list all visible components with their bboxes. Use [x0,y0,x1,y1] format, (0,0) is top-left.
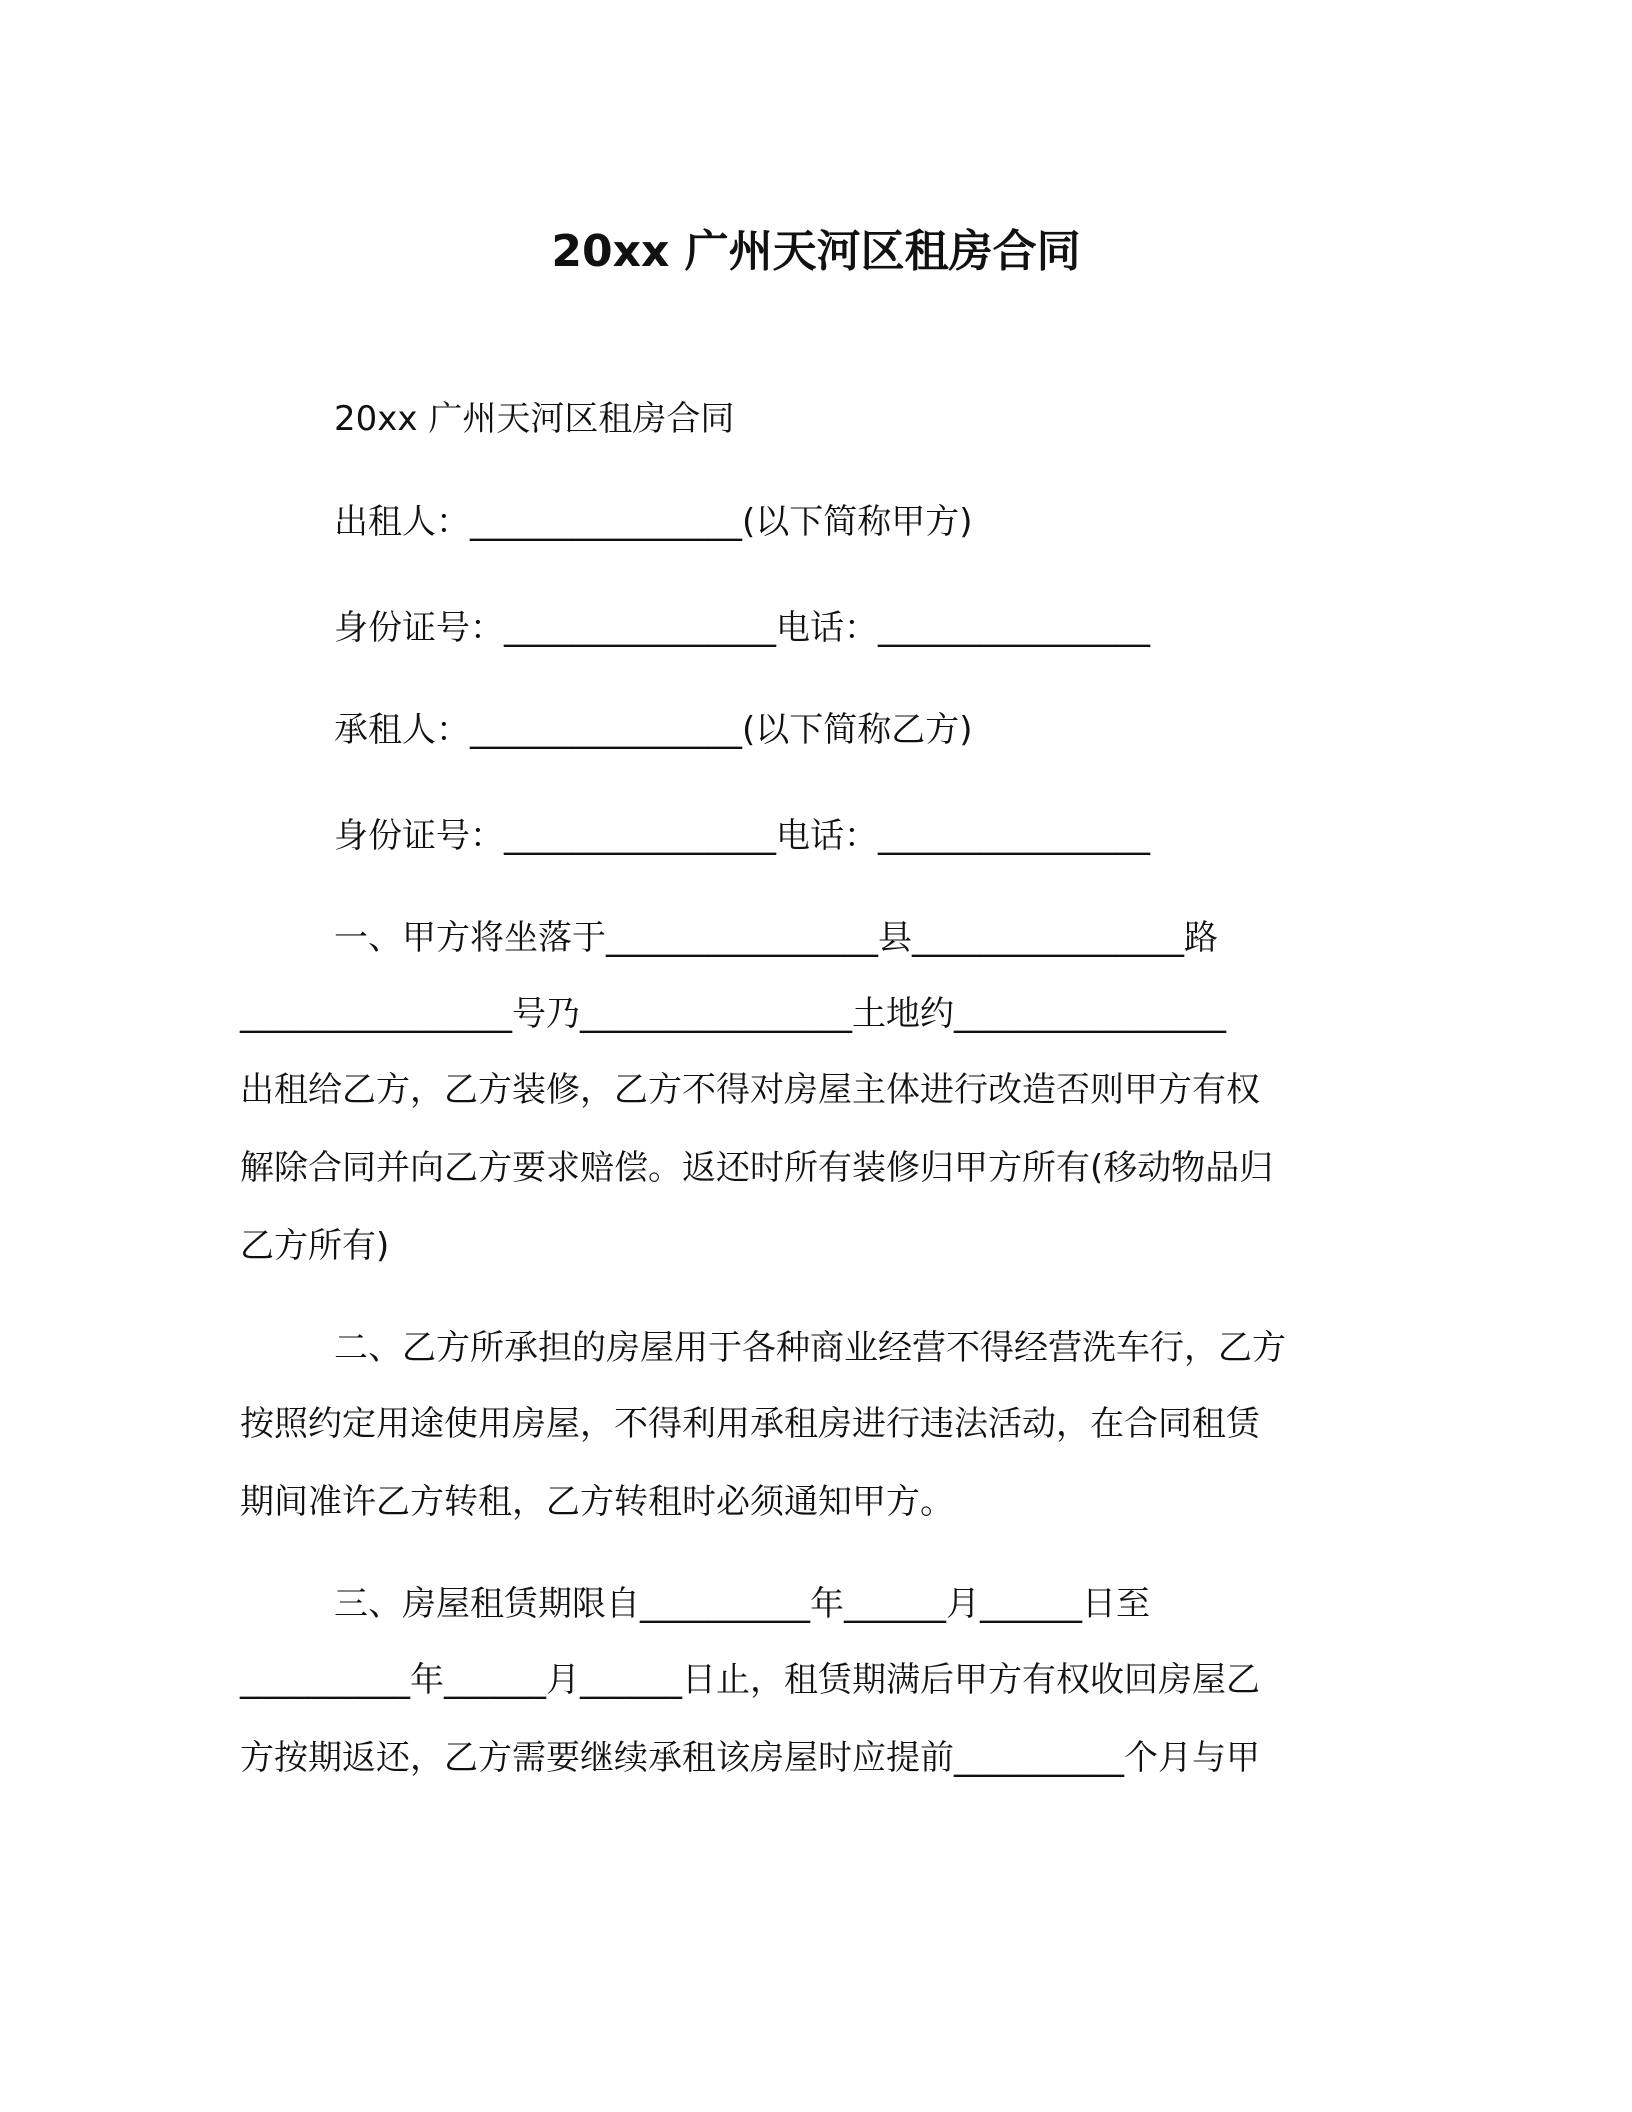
lessee-line: 承租人：________________(以下简称乙方) [334,710,973,750]
clause-1-line-5: 乙方所有) [240,1226,390,1266]
clause-2-line-1: 二、乙方所承担的房屋用于各种商业经营不得经营洗车行，乙方 [334,1328,1286,1368]
clause-2-line-3: 期间准许乙方转租，乙方转租时必须通知甲方。 [240,1482,954,1522]
lessor-line: 出租人：________________(以下简称甲方) [334,502,973,542]
clause-3-line-3: 方按期返还，乙方需要继续承租该房屋时应提前__________个月与甲 [240,1738,1260,1778]
clause-3-line-1: 三、房屋租赁期限自__________年______月______日至 [334,1584,1150,1624]
clause-1-line-2: ________________号乃________________土地约________________ [240,994,1226,1034]
clause-1-line-3: 出租给乙方，乙方装修，乙方不得对房屋主体进行改造否则甲方有权 [240,1070,1260,1110]
lessor-id-phone-line: 身份证号：________________电话：________________ [334,608,1150,648]
clause-1-line-4: 解除合同并向乙方要求赔偿。返还时所有装修归甲方所有(移动物品归 [240,1148,1274,1188]
clause-1-line-1: 一、甲方将坐落于________________县________________路 [334,918,1218,958]
clause-3-line-2: __________年______月______日止，租赁期满后甲方有权收回房屋乙 [240,1660,1260,1700]
clause-2-line-2: 按照约定用途使用房屋，不得利用承租房进行违法活动，在合同租赁 [240,1404,1260,1444]
lessee-id-phone-line: 身份证号：________________电话：________________ [334,816,1150,856]
subtitle-line: 20xx 广州天河区租房合同 [334,399,735,439]
document-title: 20xx 广州天河区租房合同 [551,226,1081,277]
